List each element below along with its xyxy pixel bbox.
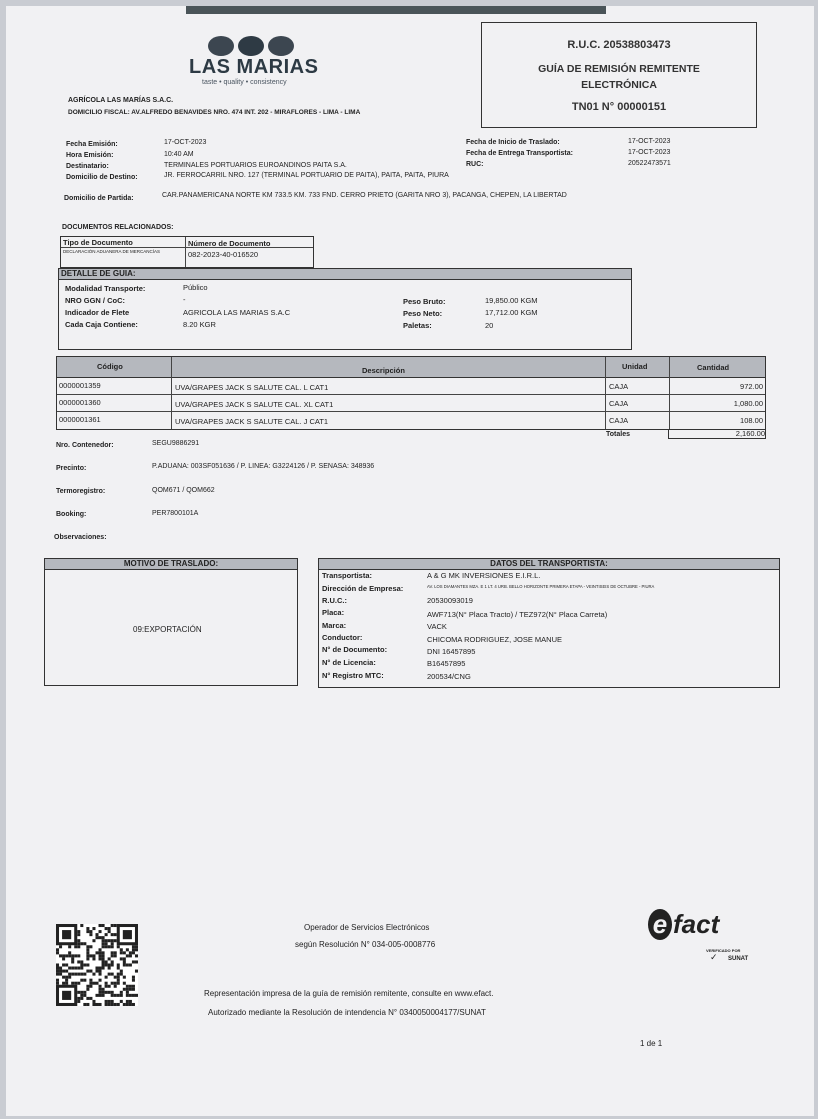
row3-descripcion: UVA/GRAPES JACK S SALUTE CAL. J CAT1: [175, 417, 329, 426]
detalle-guia-title: DETALLE DE GUIA:: [59, 269, 631, 280]
fecha-emision-value: 17-OCT-2023: [164, 139, 207, 146]
hora-emision-value: 10:40 AM: [164, 151, 194, 158]
col-unidad: Unidad: [622, 362, 648, 371]
row1-unidad: CAJA: [609, 382, 629, 391]
row2-descripcion: UVA/GRAPES JACK S SALUTE CAL. XL CAT1: [175, 400, 334, 409]
row2-codigo: 0000001360: [59, 398, 101, 407]
verified-label: VERIFICADO POR: [706, 948, 741, 953]
col-tipo-doc: Tipo de Documento: [63, 238, 133, 247]
peso-bruto-value: 19,850.00 KGM: [485, 296, 538, 305]
tipo-doc-value: DECLARACIÓN ADUANERA DE MERCANCÍAS: [63, 249, 161, 254]
conductor-value: CHICOMA RODRIGUEZ, JOSE MANUE: [427, 635, 563, 644]
fecha-entrega-value: 17-OCT-2023: [628, 149, 671, 156]
top-strip: [186, 6, 606, 14]
contenedor-label: Nro. Contenedor:: [56, 442, 114, 449]
row1-descripcion: UVA/GRAPES JACK S SALUTE CAL. L CAT1: [175, 383, 329, 392]
peso-neto-label: Peso Neto:: [403, 309, 443, 318]
col-numero-doc: Número de Documento: [188, 239, 271, 248]
total-value: 2,160.00: [735, 429, 765, 438]
page-number: 1 de 1: [640, 1039, 663, 1048]
marca-value: VACK: [427, 622, 447, 631]
row1-cantidad: 972.00: [740, 382, 763, 391]
ggn-label: NRO GGN / CoC:: [65, 296, 125, 305]
company-name: AGRÍCOLA LAS MARÍAS S.A.C.: [68, 97, 174, 104]
fecha-inicio-value: 17-OCT-2023: [628, 138, 671, 145]
paletas-value: 20: [485, 321, 494, 330]
items-table: [56, 356, 766, 430]
operator-line2: según Resolución N° 034-005-0008776: [295, 940, 436, 949]
flete-label: Indicador de Flete: [65, 308, 130, 317]
row2-cantidad: 1,080.00: [733, 399, 763, 408]
fecha-emision-label: Fecha Emisión:: [66, 141, 118, 148]
doc-type-line2: ELECTRÓNICA: [581, 79, 657, 91]
col-cantidad: Cantidad: [697, 363, 730, 372]
row3-codigo: 0000001361: [59, 415, 101, 424]
motivo-box: [44, 558, 298, 686]
row1-codigo: 0000001359: [59, 381, 101, 390]
ruc-transp-value: 20530093019: [427, 596, 473, 605]
qr-code-icon: [56, 924, 138, 1006]
operator-line1: Operador de Servicios Electrónicos: [304, 923, 430, 932]
licencia-label: N° de Licencia:: [322, 658, 376, 667]
repr-line1: Representación impresa de la guía de remisión remitente, consulte en www.efact.: [204, 989, 494, 998]
doc-number: TN01 N° 00000151: [571, 101, 667, 113]
domicilio-destino-value: JR. FERROCARRIL NRO. 127 (TERMINAL PORTUARIO DE PAITA), PAITA, PAITA, PIURA: [164, 172, 449, 179]
fecha-inicio-label: Fecha de Inicio de Traslado:: [466, 139, 560, 146]
precinto-label: Precinto:: [56, 465, 87, 472]
motivo-title: MOTIVO DE TRASLADO:: [45, 559, 297, 570]
row3-cantidad: 108.00: [740, 416, 763, 425]
licencia-value: B16457895: [427, 659, 466, 668]
motivo-value: 09:EXPORTACIÓN: [133, 625, 202, 634]
domicilio-destino-label: Domicilio de Destino:: [66, 174, 138, 181]
ruc-number: R.U.C. 20538803473: [567, 39, 671, 51]
efact-logo: e fact: [648, 909, 719, 940]
transportista-box: [318, 558, 780, 688]
booking-value: PER7800101A: [152, 510, 199, 517]
ggn-value: -: [183, 295, 186, 304]
fecha-entrega-label: Fecha de Entrega Transportista:: [466, 150, 573, 157]
placa-value: AWF713(N° Placa Tracto) / TEZ972(N° Placa Carreta): [427, 610, 608, 619]
flete-value: AGRICOLA LAS MARIAS S.A.C: [183, 308, 291, 317]
precinto-value: P.ADUANA: 003SF051636 / P. LINEA: G3224126 / P. SENASA: 348936: [152, 463, 375, 470]
ruc-box: [481, 22, 757, 128]
domicilio-partida-value: CAR.PANAMERICANA NORTE KM 733.5 KM. 733 FND. CERRO PRIETO (GARITA NRO 3), PACANGA, CHEPEN, LA LIBERTAD: [162, 192, 567, 199]
totales-label: Totales: [606, 431, 630, 438]
col-descripcion: Descripción: [362, 366, 405, 375]
ruc-dest-label: RUC:: [466, 161, 484, 168]
row3-unidad: CAJA: [609, 416, 629, 425]
peso-neto-value: 17,712.00 KGM: [485, 308, 538, 317]
document-page: [6, 6, 814, 1116]
hora-emision-label: Hora Emisión:: [66, 152, 114, 159]
total-cell: [668, 429, 766, 439]
destinatario-label: Destinatario:: [66, 163, 109, 170]
transportista-title: DATOS DEL TRANSPORTISTA:: [319, 559, 779, 570]
checkmark-icon: ✓: [710, 952, 718, 962]
numero-doc-value: 082-2023-40-016520: [188, 250, 259, 259]
documento-label: N° de Documento:: [322, 645, 388, 654]
related-docs-table: [60, 236, 314, 268]
direccion-empresa-label: Dirección de Empresa:: [322, 584, 404, 593]
observaciones-label: Observaciones:: [54, 534, 107, 541]
doc-type-line1: GUÍA DE REMISIÓN REMITENTE: [538, 63, 700, 75]
documento-value: DNI 16457895: [427, 647, 476, 656]
fiscal-address: DOMICILIO FISCAL: AV.ALFREDO BENAVIDES NRO. 474 INT. 202 - MIRAFLORES - LIMA - LIMA: [68, 109, 361, 116]
modalidad-label: Modalidad Transporte:: [65, 284, 146, 293]
peso-bruto-label: Peso Bruto:: [403, 297, 446, 306]
booking-label: Booking:: [56, 511, 87, 518]
ruc-transp-label: R.U.C.:: [322, 596, 347, 605]
brand-name: LAS MARIAS: [189, 56, 319, 78]
transportista-value: A & G MK INVERSIONES E.I.R.L.: [427, 571, 541, 580]
modalidad-value: Público: [183, 283, 208, 292]
marca-label: Marca:: [322, 621, 347, 630]
sunat-label: SUNAT: [728, 956, 749, 962]
caja-value: 8.20 KGR: [183, 320, 216, 329]
ruc-dest-value: 20522473571: [628, 160, 671, 167]
transportista-label: Transportista:: [322, 571, 373, 580]
placa-label: Placa:: [322, 608, 345, 617]
caja-label: Cada Caja Contiene:: [65, 320, 138, 329]
col-codigo: Código: [97, 362, 123, 371]
contenedor-value: SEGU9886291: [152, 440, 200, 447]
direccion-empresa-value: AV. LOS DIAMANTES MZA. E 1 LT. 4 URB. BELLO HORIZONTE PRIMERA ETAPA - VEINTISEIS DE OCTUBRE - PIURA: [427, 584, 655, 589]
repr-line2: Autorizado mediante la Resolución de intendencia N° 0340050004177/SUNAT: [208, 1008, 486, 1017]
termoregistro-label: Termoregistro:: [56, 488, 106, 495]
registro-mtc-label: N° Registro MTC:: [322, 671, 384, 680]
domicilio-partida-label: Domicilio de Partida:: [64, 195, 134, 202]
conductor-label: Conductor:: [322, 633, 363, 642]
destinatario-value: TERMINALES PORTUARIOS EUROANDINOS PAITA S.A.: [164, 162, 347, 169]
paletas-label: Paletas:: [403, 321, 432, 330]
row2-unidad: CAJA: [609, 399, 629, 408]
termoregistro-value: QOM671 / QOM662: [152, 487, 215, 494]
detalle-guia-box: [58, 268, 632, 350]
related-docs-title: DOCUMENTOS RELACIONADOS:: [62, 224, 174, 231]
brand-tagline: taste • quality • consistency: [202, 79, 287, 86]
registro-mtc-value: 200534/CNG: [427, 672, 471, 681]
